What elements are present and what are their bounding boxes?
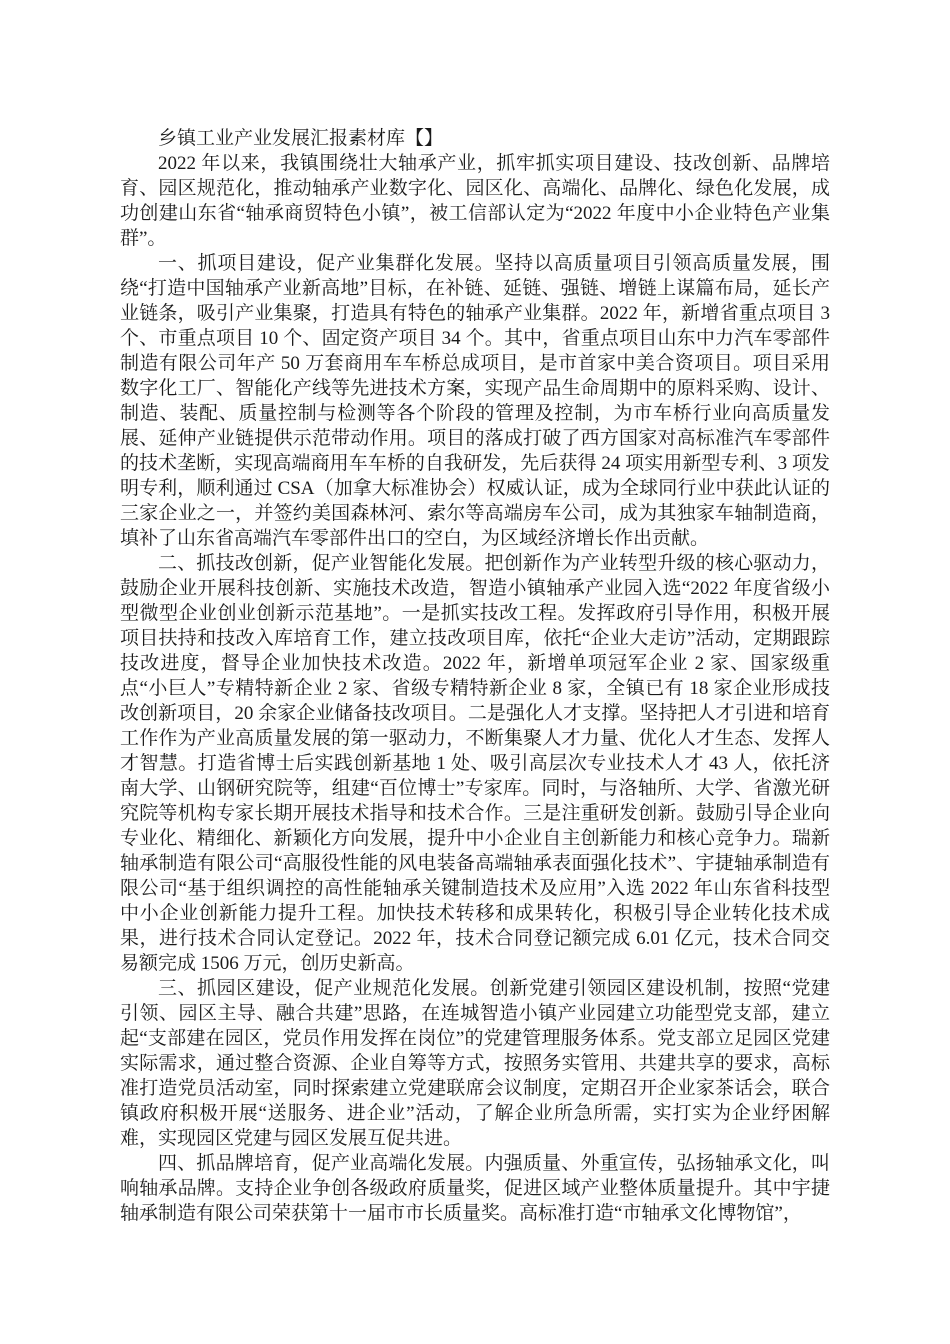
- paragraph: 四、抓品牌培育，促产业高端化发展。内强质量、外重宣传，弘扬轴承文化，叫响轴承品牌。支持企业争创各级政府质量奖，促进区域产业整体质量提升。其中宇捷轴承制造有限公司荣获第十一届市市长质量奖。高标准打造“市轴承文化博物馆”，: [120, 1153, 830, 1224]
- paragraph: 一、抓项目建设，促产业集群化发展。坚持以高质量项目引领高质量发展，围绕“打造中国轴承产业新高地”目标，在补链、延链、强链、增链上谋篇布局，延长产业链条，吸引产业集聚，打造具有特色的轴承产业集群。2022 年，新增省重点项目 3 个、市重点项目 10 个、固定资产项目 34 个。其中，省重点项目山东中力汽车零部件制造有限公司年产 50 万套商用车车桥总成项目，是市首家中美合资项目。项目采用数字化工厂、智能化产线等先进技术方案，实现产品生命周期中的原料采购、设计、制造、装配、质量控制与检测等各个阶段的管理及控制，为市车桥行业向高质量发展、延伸产业链提供示范带动作用。项目的落成打破了西方国家对高标准汽车零部件的技术垄断，实现高端商用车车桥的自我研发，先后获得 24 项实用新型专利、3 项发明专利，顺利通过 CSA（加拿大标准协会）权威认证，成为全球同行业中获此认证的三家企业之一，并签约美国森林河、索尔等高端房车公司，成为其独家车轴制造商，填补了山东省高端汽车零部件出口的空白，为区域经济增长作出贡献。: [120, 253, 830, 549]
- document-body: [120, 151, 830, 1226]
- paragraph: 2022 年以来，我镇围绕壮大轴承产业，抓牢抓实项目建设、技改创新、品牌培育、园区规范化，推动轴承产业数字化、园区化、高端化、品牌化、绿色化发展，成功创建山东省“轴承商贸特色小镇”，被工信部认定为“2022 年度中小企业特色产业集群”。: [120, 153, 830, 249]
- paragraph: 三、抓园区建设，促产业规范化发展。创新党建引领园区建设机制，按照“党建引领、园区主导、融合共建”思路，在连城智造小镇产业园建立功能型党支部，建立起“支部建在园区，党员作用发挥在岗位”的党建管理服务体系。党支部立足园区党建实际需求，通过整合资源、企业自筹等方式，按照务实管用、共建共享的要求，高标准打造党员活动室，同时探索建立党建联席会议制度，定期召开企业家茶话会，联合镇政府积极开展“送服务、进企业”活动，了解企业所急所需，实打实为企业纾困解难，实现园区党建与园区发展互促共进。: [120, 978, 830, 1149]
- document-title: 乡镇工业产业发展汇报素材库【】: [158, 128, 444, 149]
- document-text-block: [120, 126, 830, 1226]
- paragraph: 二、抓技改创新，促产业智能化发展。把创新作为产业转型升级的核心驱动力，鼓励企业开展科技创新、实施技术改造，智造小镇轴承产业园入选“2022 年度省级小型微型企业创业创新示范基地”。一是抓实技改工程。发挥政府引导作用，积极开展项目扶持和技改入库培育工作，建立技改项目库，依托“企业大走访”活动，定期跟踪技改进度，督导企业加快技术改造。2022 年，新增单项冠军企业 2 家、国家级重点“小巨人”专精特新企业 2 家、省级专精特新企业 8 家，全镇已有 18 家企业形成技改创新项目，20 余家企业储备技改项目。二是强化人才支撑。坚持把人才引进和培育工作作为产业高质量发展的第一驱动力，不断集聚人才力量、优化人才生态、发挥人才智慧。打造省博士后实践创新基地 1 处、吸引高层次专业技术人才 43 人，依托济南大学、山钢研究院等，组建“百位博士”专家库。同时，与洛轴所、大学、省激光研究院等机构专家长期开展技术指导和技术合作。三是注重研发创新。鼓励引导企业向专业化、精细化、新颖化方向发展，提升中小企业自主创新能力和核心竞争力。瑞新轴承制造有限公司“高服役性能的风电装备高端轴承表面强化技术”、宇捷轴承制造有限公司“基于组织调控的高性能轴承关键制造技术及应用”入选 2022 年山东省科技型中小企业创新能力提升工程。加快技术转移和成果转化，积极引导企业转化技术成果，进行技术合同认定登记。2022 年，技术合同登记额完成 6.01 亿元，技术合同交易额完成 1506 万元，创历史新高。: [120, 553, 830, 974]
